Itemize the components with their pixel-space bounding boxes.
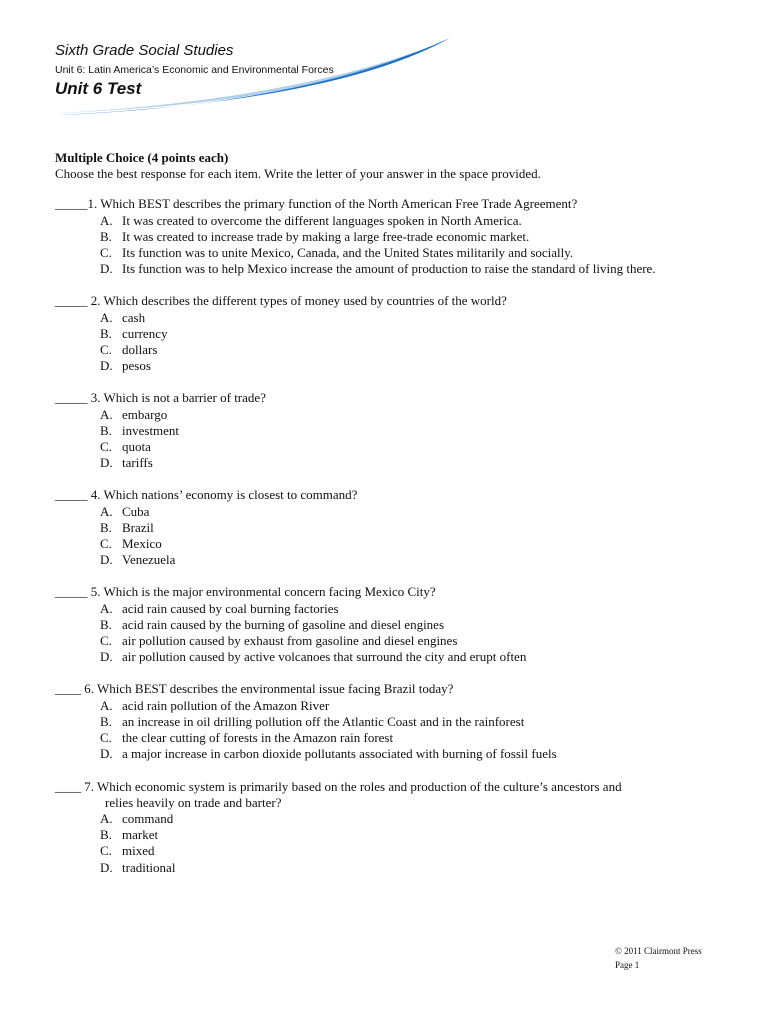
option-text: dollars — [122, 342, 158, 358]
option-text: investment — [122, 422, 180, 438]
option-letter: A. — [100, 600, 113, 616]
question-7 — [55, 779, 735, 876]
option-text: It was created to increase trade by making a large free-trade economic market. — [122, 228, 530, 244]
answer-blank[interactable]: _____ — [55, 584, 88, 600]
option-letter: C. — [100, 730, 112, 746]
option-letter: B. — [100, 827, 112, 843]
answer-option — [55, 698, 735, 714]
option-letter: D. — [100, 455, 113, 471]
question-list — [55, 196, 735, 875]
question-text: 2. Which describes the different types of money used by countries of the world? — [87, 293, 507, 309]
option-letter: C. — [100, 342, 112, 358]
option-text: It was created to overcome the different languages spoken in North America. — [122, 212, 522, 228]
option-text: acid rain pollution of the Amazon River — [122, 697, 330, 713]
answer-options — [55, 504, 735, 569]
answer-blank[interactable]: ____ — [55, 681, 81, 697]
question-text: 4. Which nations’ economy is closest to command? — [87, 487, 358, 503]
option-text: Brazil — [122, 519, 154, 535]
option-letter: A. — [100, 810, 113, 826]
answer-option — [55, 860, 735, 876]
answer-option — [55, 342, 735, 358]
option-text: pesos — [122, 358, 151, 374]
answer-options — [55, 213, 735, 278]
answer-option — [55, 455, 735, 471]
question-stem — [55, 681, 735, 697]
option-text: a major increase in carbon dioxide pollutants associated with burning of fossil fuels — [122, 746, 557, 762]
option-letter: D. — [100, 746, 113, 762]
section-title: Multiple Choice (4 points each) — [55, 150, 229, 165]
answer-option — [55, 843, 735, 859]
answer-option — [55, 714, 735, 730]
option-text: Mexico — [122, 536, 162, 552]
option-letter: C. — [100, 536, 112, 552]
option-letter: A. — [100, 212, 113, 228]
option-text: command — [122, 810, 174, 826]
answer-option — [55, 439, 735, 455]
option-text: the clear cutting of forests in the Amazon rain forest — [122, 730, 394, 746]
answer-option — [55, 617, 735, 633]
answer-blank[interactable]: ____ — [55, 778, 81, 794]
page-header — [0, 0, 768, 140]
question-stem — [55, 390, 735, 406]
option-letter: B. — [100, 713, 112, 729]
answer-option — [55, 423, 735, 439]
answer-option — [55, 649, 735, 665]
option-text: acid rain caused by coal burning factories — [122, 600, 339, 616]
page-number: Page 1 — [615, 960, 640, 970]
question-text: 5. Which is the major environmental concern facing Mexico City? — [87, 584, 436, 600]
answer-option — [55, 407, 735, 423]
question-text: 6. Which BEST describes the environmental issue facing Brazil today? — [81, 681, 454, 697]
answer-option — [55, 326, 735, 342]
option-text: Its function was to help Mexico increase the amount of production to raise the standard of living there. — [122, 261, 656, 277]
question-stem — [55, 293, 735, 309]
option-text: Cuba — [122, 503, 150, 519]
answer-blank[interactable]: _____ — [55, 487, 88, 503]
option-text: acid rain caused by the burning of gasoline and diesel engines — [122, 616, 445, 632]
question-text-continued: relies heavily on trade and barter? — [105, 794, 282, 810]
answer-options — [55, 811, 735, 876]
question-text: 3. Which is not a barrier of trade? — [87, 390, 266, 406]
answer-option — [55, 504, 735, 520]
option-letter: A. — [100, 309, 113, 325]
option-text: quota — [122, 439, 151, 455]
answer-option — [55, 746, 735, 762]
option-letter: C. — [100, 245, 112, 261]
answer-option — [55, 827, 735, 843]
option-text: cash — [122, 309, 146, 325]
page-footer — [615, 944, 702, 972]
answer-blank[interactable]: _____ — [55, 196, 88, 212]
option-letter: D. — [100, 552, 113, 568]
option-letter: D. — [100, 358, 113, 374]
option-text: traditional — [122, 859, 176, 875]
option-text: an increase in oil drilling pollution off the Atlantic Coast and in the rainforest — [122, 713, 525, 729]
answer-option — [55, 601, 735, 617]
option-letter: D. — [100, 649, 113, 665]
option-text: air pollution caused by active volcanoes that surround the city and erupt often — [122, 649, 527, 665]
option-text: mixed — [122, 843, 155, 859]
question-stem — [55, 487, 735, 503]
answer-option — [55, 213, 735, 229]
option-letter: A. — [100, 406, 113, 422]
option-text: Its function was to unite Mexico, Canada, and the United States militarily and socially. — [122, 245, 574, 261]
answer-blank[interactable]: _____ — [55, 293, 88, 309]
option-letter: B. — [100, 228, 112, 244]
option-letter: C. — [100, 633, 112, 649]
answer-option — [55, 552, 735, 568]
option-text: market — [122, 827, 159, 843]
answer-option — [55, 310, 735, 326]
answer-option — [55, 536, 735, 552]
option-letter: A. — [100, 697, 113, 713]
answer-option — [55, 358, 735, 374]
unit-subtitle: Unit 6: Latin America’s Economic and Environmental Forces — [55, 64, 334, 76]
option-letter: B. — [100, 519, 112, 535]
option-letter: C. — [100, 439, 112, 455]
question-text: 7. Which economic system is primarily based on the roles and production of the culture’s ancestors and — [81, 778, 622, 794]
section-instructions: Choose the best response for each item. Write the letter of your answer in the space provided. — [55, 166, 541, 182]
course-title: Sixth Grade Social Studies — [55, 42, 234, 59]
option-text: air pollution caused by exhaust from gasoline and diesel engines — [122, 633, 458, 649]
copyright-text: © 2011 Clairmont Press — [615, 946, 702, 956]
option-text: embargo — [122, 406, 168, 422]
answer-option — [55, 520, 735, 536]
answer-option — [55, 730, 735, 746]
option-letter: D. — [100, 859, 113, 875]
option-letter: D. — [100, 261, 113, 277]
question-6 — [55, 681, 735, 762]
answer-option — [55, 261, 735, 277]
option-text: Venezuela — [122, 552, 176, 568]
question-stem — [55, 196, 735, 212]
option-letter: B. — [100, 616, 112, 632]
option-letter: B. — [100, 422, 112, 438]
question-2 — [55, 293, 735, 374]
question-1 — [55, 196, 735, 277]
answer-blank[interactable]: _____ — [55, 390, 88, 406]
answer-options — [55, 407, 735, 472]
option-text: currency — [122, 325, 168, 341]
test-content — [55, 150, 735, 892]
question-4 — [55, 487, 735, 568]
question-text: 1. Which BEST describes the primary function of the North American Free Trade Agreement? — [87, 196, 578, 212]
question-5 — [55, 584, 735, 665]
answer-option — [55, 245, 735, 261]
question-stem — [55, 779, 735, 795]
answer-options — [55, 698, 735, 763]
question-stem — [55, 584, 735, 600]
answer-option — [55, 633, 735, 649]
test-title: Unit 6 Test — [55, 79, 142, 98]
option-letter: C. — [100, 843, 112, 859]
answer-option — [55, 811, 735, 827]
answer-option — [55, 229, 735, 245]
question-3 — [55, 390, 735, 471]
option-text: tariffs — [122, 455, 153, 471]
answer-options — [55, 310, 735, 375]
answer-options — [55, 601, 735, 666]
option-letter: A. — [100, 503, 113, 519]
option-letter: B. — [100, 325, 112, 341]
